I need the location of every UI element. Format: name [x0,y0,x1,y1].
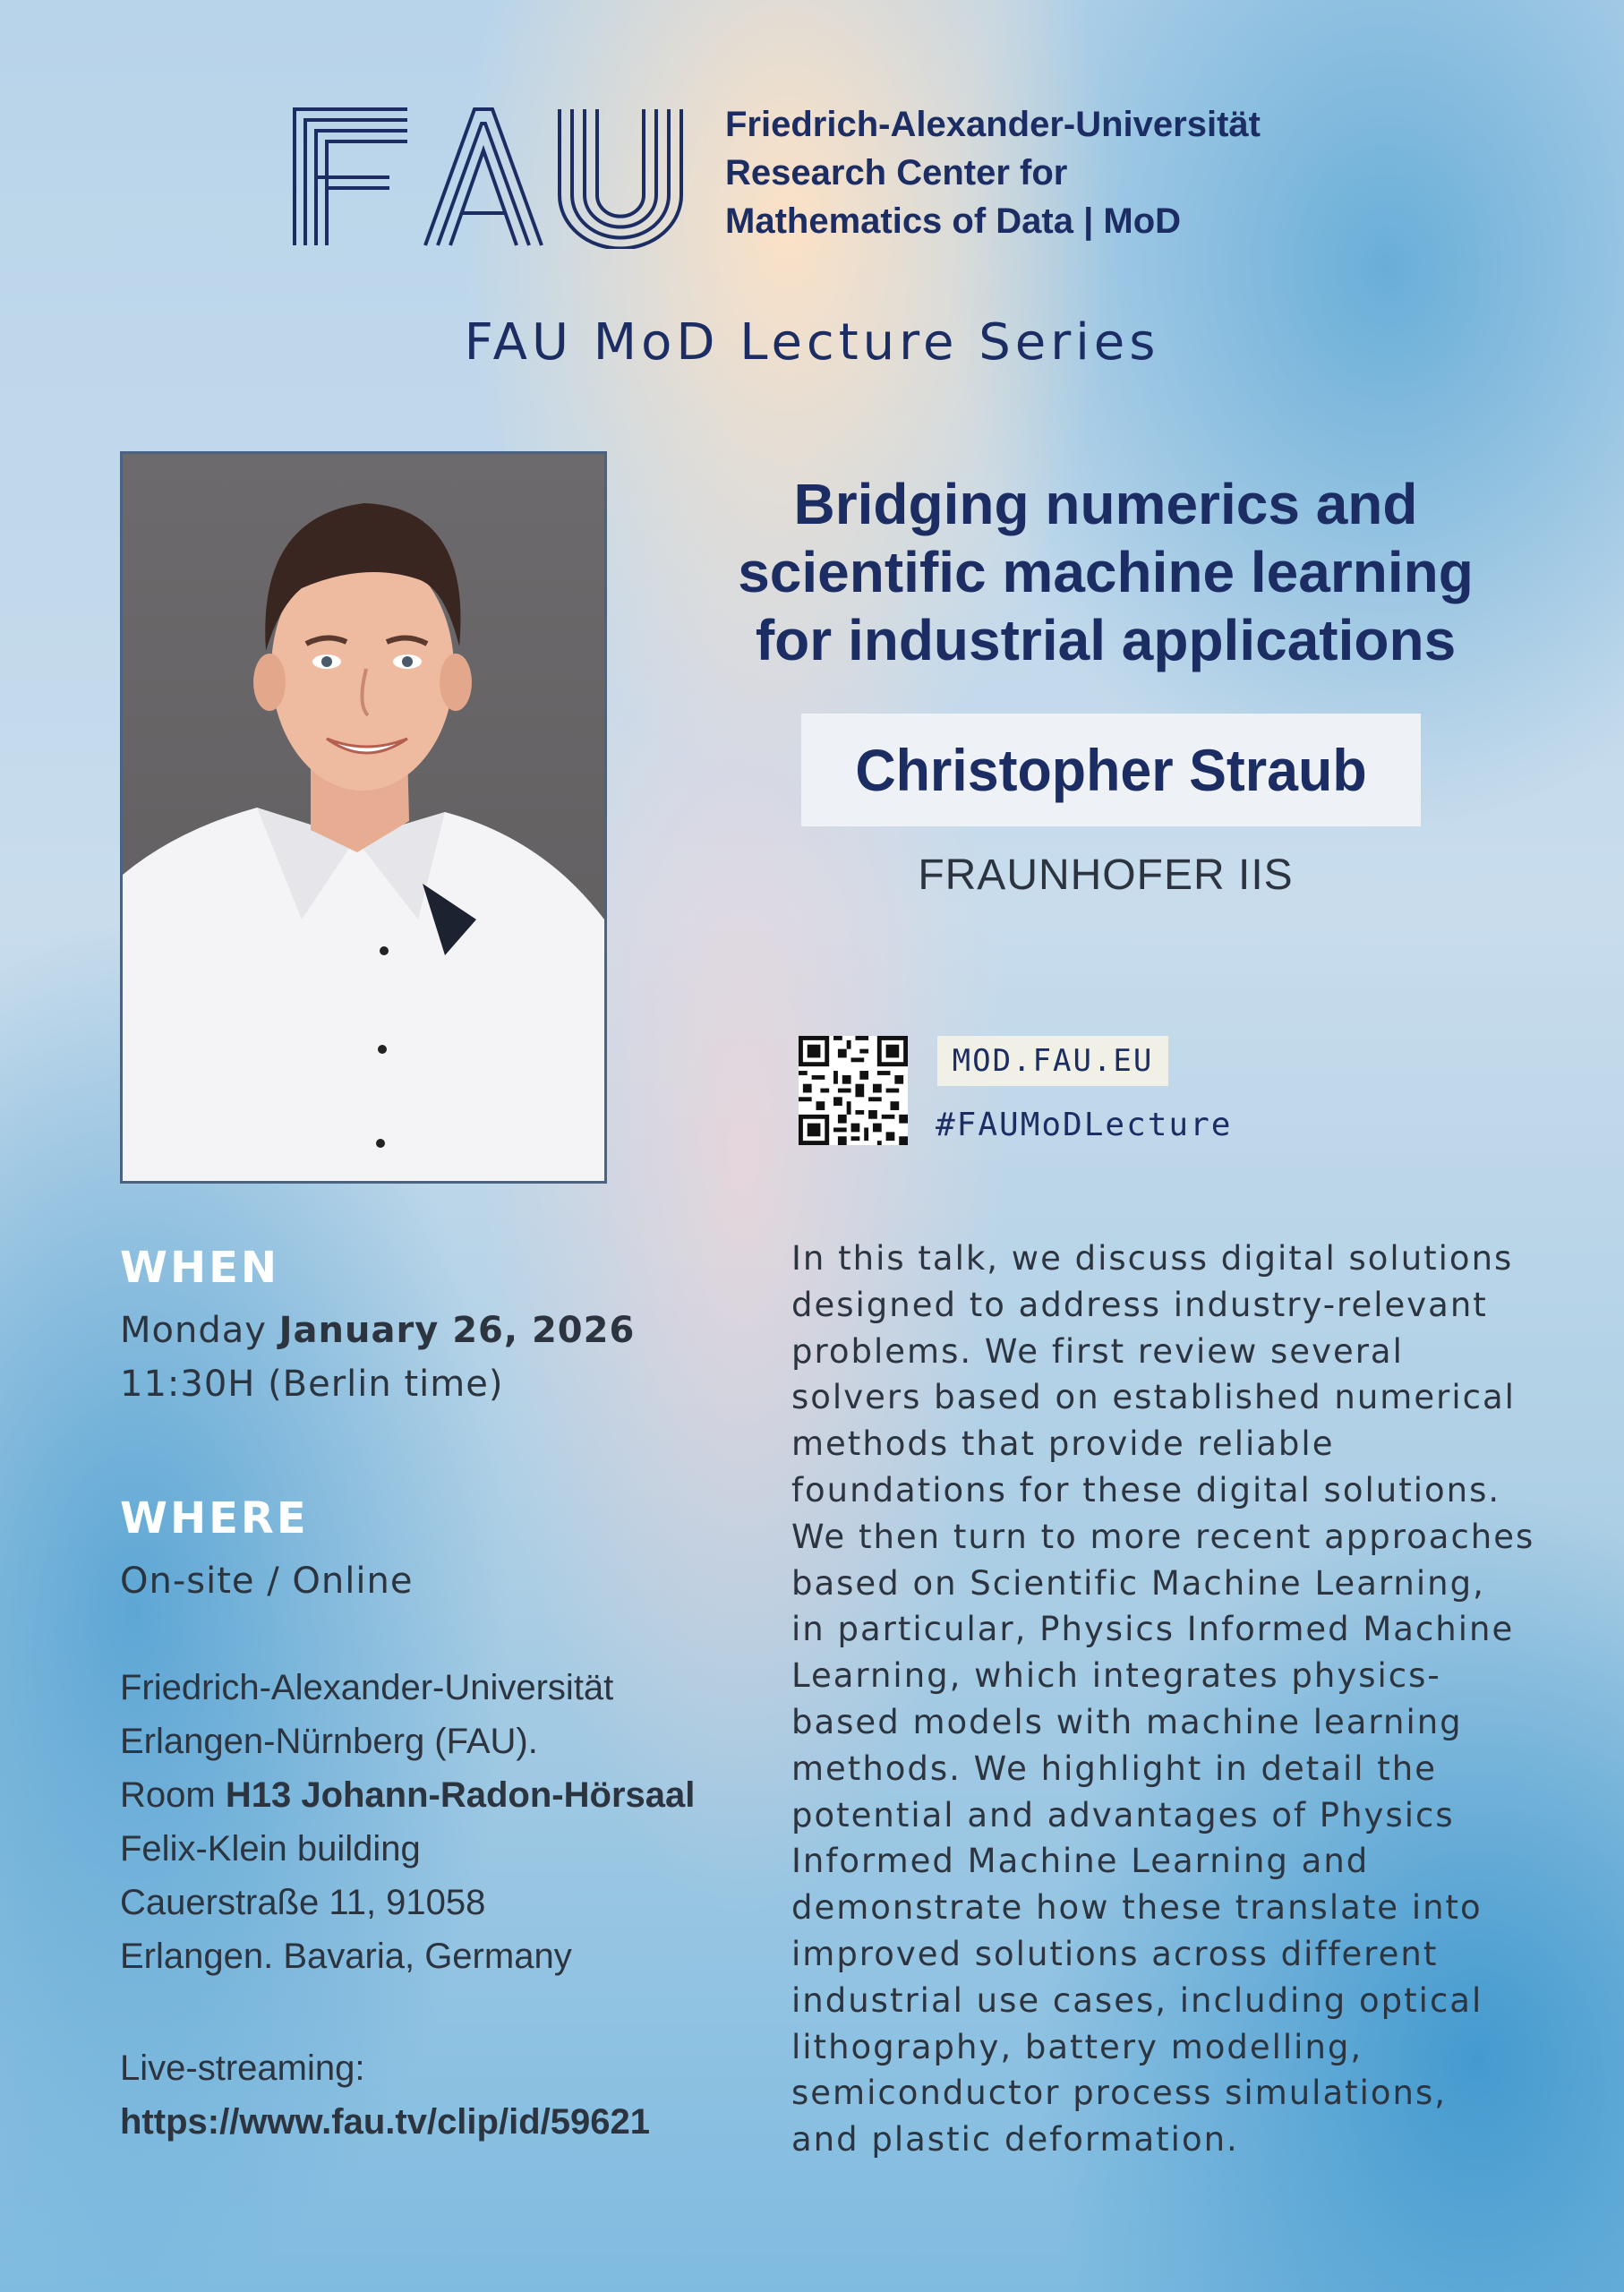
when-time: 11:30H (Berlin time) [120,1364,504,1405]
abstract-line: problems. We first review several [791,1331,1404,1371]
where-heading: WHERE [120,1493,309,1544]
room-line [120,1768,695,1822]
talk-title [680,470,1531,674]
abstract-line: in particular, Physics Informed Machine [791,1610,1515,1649]
fau-logo [291,106,685,249]
abstract-line: designed to address industry-relevant [791,1285,1488,1324]
university-line-2: Research Center for [725,153,1068,192]
abstract-line: We then turn to more recent approaches [791,1517,1535,1556]
where-mode: On-site / Online [120,1561,414,1602]
abstract-line: Learning, which integrates physics- [791,1656,1441,1696]
room-name: H13 Johann-Radon-Hörsaal [225,1775,696,1815]
building-line: Felix-Klein building [120,1829,421,1869]
talk-title-line-1: Bridging numerics and [793,472,1418,536]
room-prefix: Room [120,1775,216,1815]
speaker-name: Christopher Straub [855,737,1367,803]
abstract-line: improved solutions across different [791,1934,1439,1973]
abstract-line: based on Scientific Machine Learning, [791,1563,1485,1603]
abstract [791,1236,1535,2163]
livestream-link[interactable]: https://www.fau.tv/clip/id/59621 [120,2102,650,2142]
series-title: FAU MoD Lecture Series [464,313,1160,372]
street-line: Cauerstraße 11, 91058 [120,1883,486,1922]
address-line-1: Friedrich-Alexander-Universität [120,1668,614,1707]
qr-code[interactable] [799,1036,908,1145]
abstract-line: demonstrate how these translate into [791,1888,1483,1928]
abstract-line: potential and advantages of Physics [791,1795,1455,1834]
abstract-line: methods. We highlight in detail the [791,1749,1438,1788]
when-date [120,1304,635,1357]
talk-title-line-3: for industrial applications [755,608,1457,672]
when-heading: WHEN [120,1243,280,1293]
speaker-affiliation: FRAUNHOFER IIS [918,851,1294,899]
abstract-line: lithography, battery modelling, [791,2027,1363,2066]
abstract-line: semiconductor process simulations, [791,2074,1448,2113]
talk-title-line-2: scientific machine learning [738,540,1474,604]
website-link[interactable]: MOD.FAU.EU [952,1043,1154,1079]
abstract-line: methods that provide reliable [791,1424,1335,1464]
university-line-1: Friedrich-Alexander-Universität [725,105,1261,144]
university-name [725,100,1261,245]
when-date-value: January 26, 2026 [278,1310,636,1351]
speaker-portrait-image [123,454,604,1181]
abstract-line: foundations for these digital solutions. [791,1470,1501,1509]
livestream-label: Live-streaming: [120,2048,365,2088]
address-line-2: Erlangen-Nürnberg (FAU). [120,1722,538,1761]
address-block [120,1661,695,1983]
speaker-photo [120,451,607,1184]
when-day: Monday [120,1310,267,1351]
city-line: Erlangen. Bavaria, Germany [120,1937,572,1976]
abstract-line: Informed Machine Learning and [791,1842,1370,1881]
abstract-line: based models with machine learning [791,1702,1463,1741]
university-line-3: Mathematics of Data | MoD [725,201,1182,241]
abstract-line: industrial use cases, including optical [791,1980,1483,2020]
abstract-line: and plastic deformation. [791,2120,1239,2159]
abstract-line: In this talk, we discuss digital solutions [791,1239,1514,1278]
hashtag[interactable]: #FAUMoDLecture [936,1107,1233,1143]
abstract-line: solvers based on established numerical [791,1378,1516,1417]
